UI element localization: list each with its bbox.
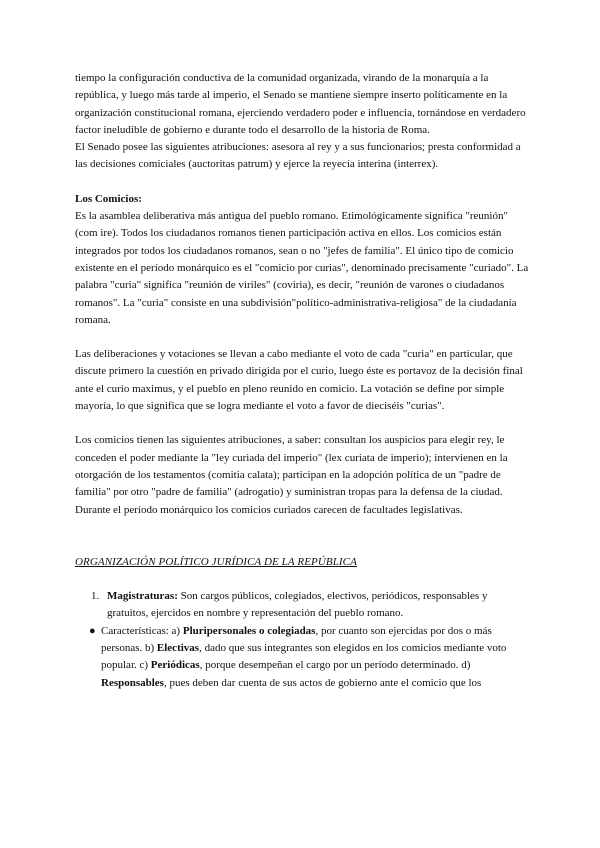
bullet-icon: ● bbox=[89, 624, 96, 637]
bullet-text-4: , pues deben dar cuenta de sus actos de gobierno ante el comicio que los bbox=[163, 676, 482, 689]
paragraph-comicios-definition: Es la asamblea deliberativa más antigua del pueblo romano. Etimológicamente significa "reunión" (com ire). Todos los ciudadanos romanos tienen participación activa en ellos. Los comicios están integrados por todos los ciudadanos romanos, sean o no "jefes de familia". El único tipo de comicio existente en el período monárquico es el "comicio por curias", denominado precisamente "curiado". La palabra "curia" significa "reunión de viriles" (coviria), es decir, "reunión de varones o ciudadanos romanos". La "curia" consiste en una subdivisión"político-administrativa-religiosa" de la ciudadanía romana. bbox=[75, 210, 529, 326]
bullet-term-2: Electivas bbox=[156, 642, 200, 655]
heading-comicios-text: Los Comicios: bbox=[75, 192, 142, 205]
bullet-item-caracteristicas bbox=[75, 623, 529, 692]
section-title: ORGANIZACIÓN POLÍTICO JURÍDICA DE LA REPÚBLICA bbox=[75, 555, 357, 568]
heading-comicios bbox=[75, 191, 529, 208]
paragraph-senado-history: tiempo la configuración conductiva de la comunidad organizada, virando de la monarquía a la república, y luego más tarde al imperio, el Senado se mantiene siempre inserto políticamente en la organización constitucional romana, ejerciendo verdadero poder e influencia, tornándose en verdadero factor ineludible de gobierno e durante todo el desarrollo de la historia de Roma. bbox=[75, 72, 526, 136]
bullet-intro: Características: a) bbox=[101, 624, 181, 637]
list-text: Son cargos públicos, colegiados, electivos, periódicos, responsables y gratuitos, ejercidos en nombre y representación del pueblo romano. bbox=[107, 590, 488, 620]
bullet-text-2: , dado que sus integrantes son elegidos en los comicios mediante voto popular. c) bbox=[101, 642, 507, 672]
paragraph-deliberations: Las deliberaciones y votaciones se llevan a cabo mediante el voto de cada "curia" en particular, que discute primero la cuestión en privado dirigida por el curio, luego éste es portavoz de la decisión final ante el curio maximus, y el pueblo en pleno reunido en comicio. La votación se define por simple mayoría, lo que significa que se logra mediante el voto a favor de dieciséis "curias". bbox=[75, 348, 523, 413]
list-number: 1. bbox=[91, 590, 100, 603]
list-item-magistraturas bbox=[75, 588, 529, 623]
list-term: Magistraturas: bbox=[107, 590, 178, 603]
paragraph-legislative: Durante el período monárquico los comicios curiados carecen de facultades legislativas. bbox=[75, 503, 463, 516]
bullet-text-3: , porque desempeñan el cargo por un período determinado. d) bbox=[199, 659, 471, 672]
bullet-term-3: Periódicas bbox=[150, 659, 200, 672]
paragraph-comicios-attributions: Los comicios tienen las siguientes atribuciones, a saber: consultan los auspicios para elegir rey, le conceden el poder mediante la "ley curiada del imperio" (lex curiata de imperio); intervienen en la otorgación de los testamentos (comitia calata); participan en la adopción política de un "padre de familia" por otro "padre de familia" (adrogatio) y suministran tropas para la defensa de la ciudad. bbox=[75, 434, 508, 499]
bullet-term-1: Pluripersonales o colegiadas bbox=[182, 624, 316, 637]
bullet-text-1: , por cuanto son ejercidas por dos o más personas. b) bbox=[101, 624, 492, 655]
bullet-term-4: Responsables bbox=[101, 676, 164, 689]
paragraph-senado-attributions: El Senado posee las siguientes atribuciones: asesora al rey y a sus funcionarios; presta conformidad a las decisiones comiciales (auctoritas patrum) y ejerce la reyecía interina (interrex). bbox=[75, 141, 521, 171]
document-page bbox=[75, 70, 529, 692]
